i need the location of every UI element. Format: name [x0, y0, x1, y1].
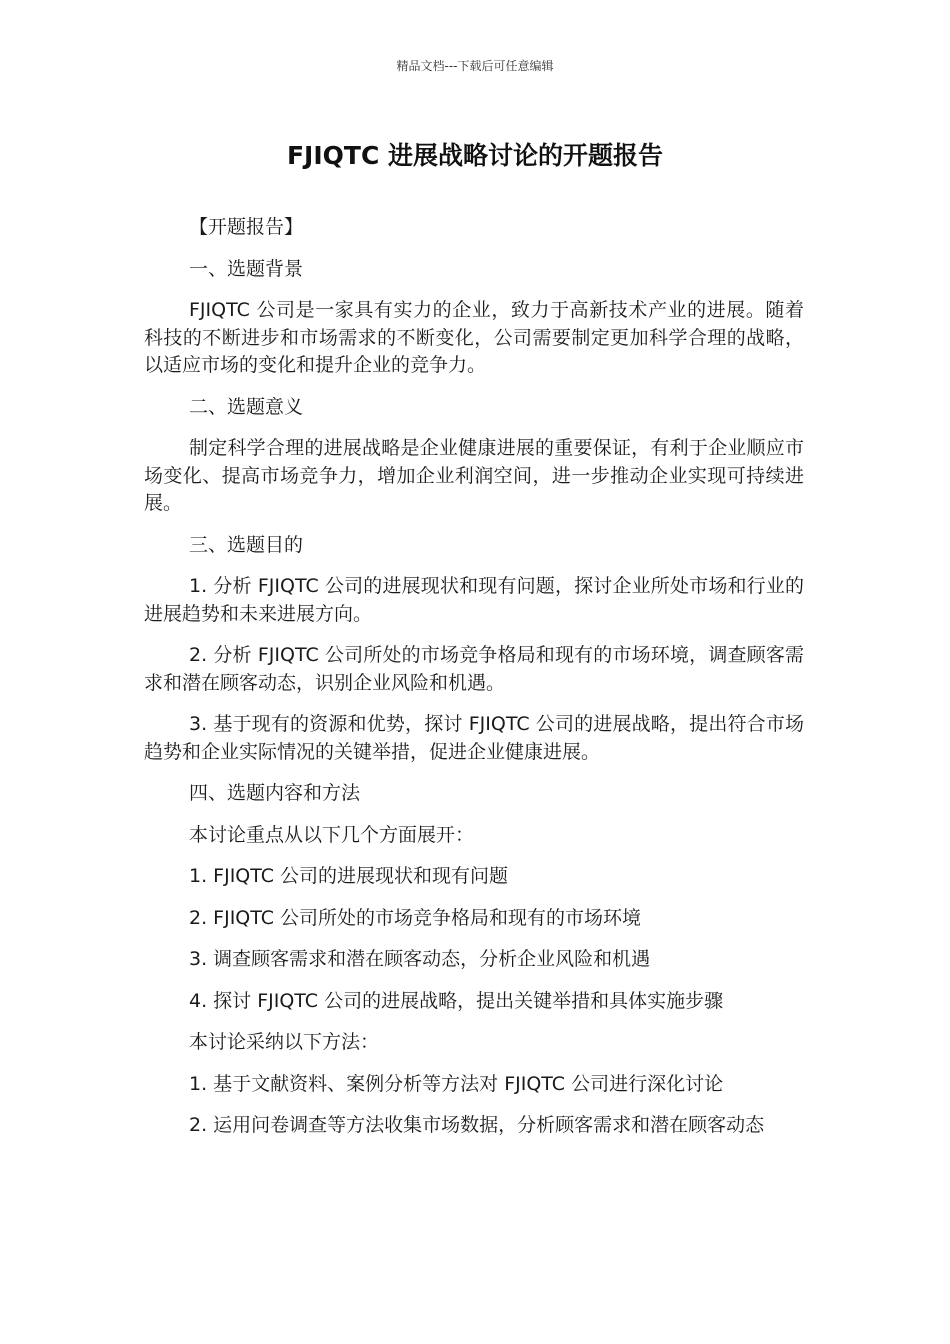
content-item-4: 4. 探讨 FJIQTC 公司的进展战略，提出关键举措和具体实施步骤 — [189, 989, 724, 1012]
purpose-item-1: 1. 分析 FJIQTC 公司的进展现状和现有问题，探讨企业所处市场和行业的进展趋势和未来进展方向。 — [144, 575, 804, 625]
content-item-2: 2. FJIQTC 公司所处的市场竞争格局和现有的市场环境 — [189, 906, 642, 929]
content-item-3: 3. 调查顾客需求和潜在顾客动态，分析企业风险和机遇 — [189, 948, 651, 970]
heading-purpose: 三、选题目的 — [189, 533, 304, 556]
section-label-report: 【开题报告】 — [189, 216, 304, 238]
document-body — [144, 214, 804, 1154]
header-note: 精品文档---下载后可任意编辑 — [396, 59, 554, 73]
purpose-item-3: 3. 基于现有的资源和优势，探讨 FJIQTC 公司的进展战略，提出符合市场趋势和企业实际情况的关键举措，促进企业健康进展。 — [144, 713, 804, 763]
purpose-item-2: 2. 分析 FJIQTC 公司所处的市场竞争格局和现有的市场环境，调查顾客需求和潜在顾客动态，识别企业风险和机遇。 — [144, 644, 804, 694]
heading-significance: 二、选题意义 — [189, 395, 304, 418]
method-item-2: 2. 运用问卷调查等方法收集市场数据，分析顾客需求和潜在顾客动态 — [189, 1114, 765, 1136]
content-intro: 本讨论重点从以下几个方面展开： — [189, 823, 475, 846]
heading-content-method: 四、选题内容和方法 — [189, 782, 361, 804]
paragraph-background: FJIQTC 公司是一家具有实力的企业，致力于高新技术产业的进展。随着科技的不断进步和市场需求的不断变化，公司需要制定更加科学合理的战略，以适应市场的变化和提升企业的竞争力。 — [144, 299, 804, 376]
document-title: FJIQTC 进展战略讨论的开题报告 — [286, 141, 664, 170]
content-item-1: 1. FJIQTC 公司的进展现状和现有问题 — [189, 865, 509, 887]
heading-background: 一、选题背景 — [189, 257, 304, 280]
method-item-1: 1. 基于文献资料、案例分析等方法对 FJIQTC 公司进行深化讨论 — [189, 1072, 724, 1095]
paragraph-significance: 制定科学合理的进展战略是企业健康进展的重要保证，有利于企业顺应市场变化、提高市场竞争力，增加企业利润空间，进一步推动企业实现可持续进展。 — [144, 437, 804, 514]
method-intro: 本讨论采纳以下方法： — [189, 1031, 380, 1053]
